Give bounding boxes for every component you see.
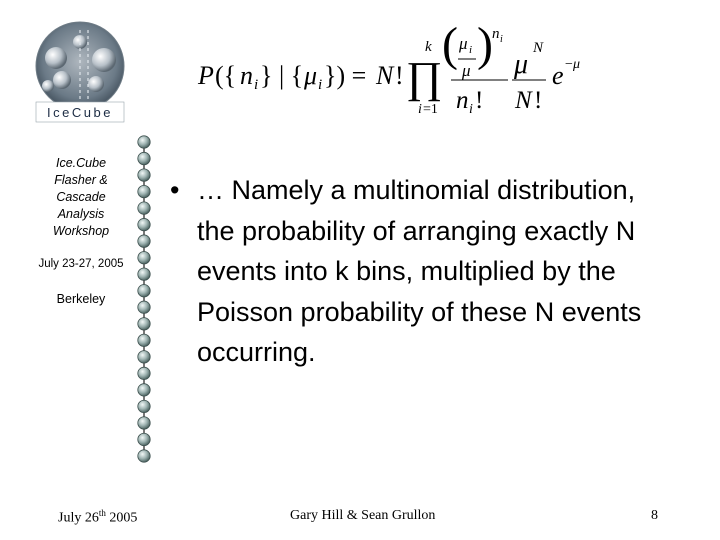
footer-authors: Gary Hill & Sean Grullon	[290, 508, 436, 523]
svg-text:N: N	[376, 61, 394, 90]
chain-bead	[138, 185, 150, 197]
svg-text:n: n	[240, 61, 253, 90]
footer-date-suffix: 2005	[105, 510, 138, 526]
workshop-dates: July 23-27, 2005	[38, 258, 124, 270]
bullet-list	[170, 170, 680, 373]
svg-text:}) =: }) =	[324, 61, 367, 90]
workshop-line-4: Analysis	[57, 207, 105, 221]
workshop-info	[20, 155, 142, 306]
svg-text:k: k	[425, 39, 432, 55]
chain-bead	[138, 384, 150, 396]
svg-text:μ: μ	[304, 61, 318, 90]
workshop-title	[20, 155, 142, 240]
svg-text:i: i	[418, 102, 422, 117]
svg-text:i: i	[500, 34, 503, 45]
svg-text:} | {: } | {	[260, 61, 304, 90]
svg-text:i: i	[254, 77, 259, 93]
svg-text:=1: =1	[423, 102, 438, 117]
svg-text:μ: μ	[459, 34, 468, 53]
svg-text:μ: μ	[573, 57, 581, 72]
svg-text:n: n	[492, 26, 500, 42]
svg-text:∏: ∏	[406, 53, 443, 102]
svg-text:e: e	[552, 61, 564, 90]
chain-bead	[138, 318, 150, 330]
svg-text:!: !	[395, 61, 404, 90]
bullet-item	[170, 170, 680, 373]
chain-bead	[138, 152, 150, 164]
svg-text:N: N	[533, 40, 544, 56]
footer-date-prefix: July 26	[58, 510, 99, 526]
svg-text:({: ({	[215, 61, 237, 90]
svg-text:(: (	[442, 18, 458, 71]
svg-text:!: !	[534, 87, 543, 114]
chain-bead	[138, 268, 150, 280]
chain-bead	[138, 400, 150, 412]
svg-text:i: i	[469, 44, 473, 56]
svg-text:!: !	[475, 87, 484, 114]
multinomial-poisson-formula	[196, 18, 596, 118]
footer-date-sup: th	[98, 508, 106, 518]
svg-text:i: i	[469, 102, 473, 117]
workshop-line-2: Flasher &	[54, 173, 108, 187]
chain-bead	[138, 169, 150, 181]
chain-bead	[138, 367, 150, 379]
chain-bead	[138, 202, 150, 214]
workshop-line-1: Ice.Cube	[55, 156, 107, 170]
svg-text:): )	[477, 18, 493, 71]
footer-date	[58, 508, 137, 527]
chain-bead	[138, 433, 150, 445]
bullet-text: … Namely a multinomial distribution, the probability of arranging exactly N events into k bins, multiplied by the Poisson probability of these N events occurring.	[197, 175, 642, 367]
bead-chain-divider	[134, 134, 154, 464]
bullet-dot: •	[170, 175, 180, 205]
page-number: 8	[651, 508, 658, 523]
svg-text:N: N	[515, 87, 532, 114]
svg-text:i: i	[318, 77, 323, 93]
chain-bead	[138, 235, 150, 247]
workshop-location: Berkeley	[56, 292, 106, 306]
svg-text:n: n	[456, 87, 469, 114]
svg-text:μ: μ	[462, 61, 471, 80]
chain-bead	[138, 417, 150, 429]
chain-bead	[138, 285, 150, 297]
workshop-line-5: Workshop	[52, 224, 110, 238]
svg-text:μ: μ	[514, 49, 529, 80]
chain-bead	[138, 251, 150, 263]
workshop-line-3: Cascade	[56, 190, 106, 204]
chain-bead	[138, 136, 150, 148]
chain-bead	[138, 450, 150, 462]
chain-bead	[138, 218, 150, 230]
logo-text: IceCube	[47, 105, 113, 120]
icecube-logo	[34, 20, 126, 124]
chain-bead	[138, 334, 150, 346]
chain-bead	[138, 301, 150, 313]
chain-bead	[138, 351, 150, 363]
svg-text:−: −	[565, 57, 573, 72]
svg-text:P: P	[198, 61, 214, 90]
